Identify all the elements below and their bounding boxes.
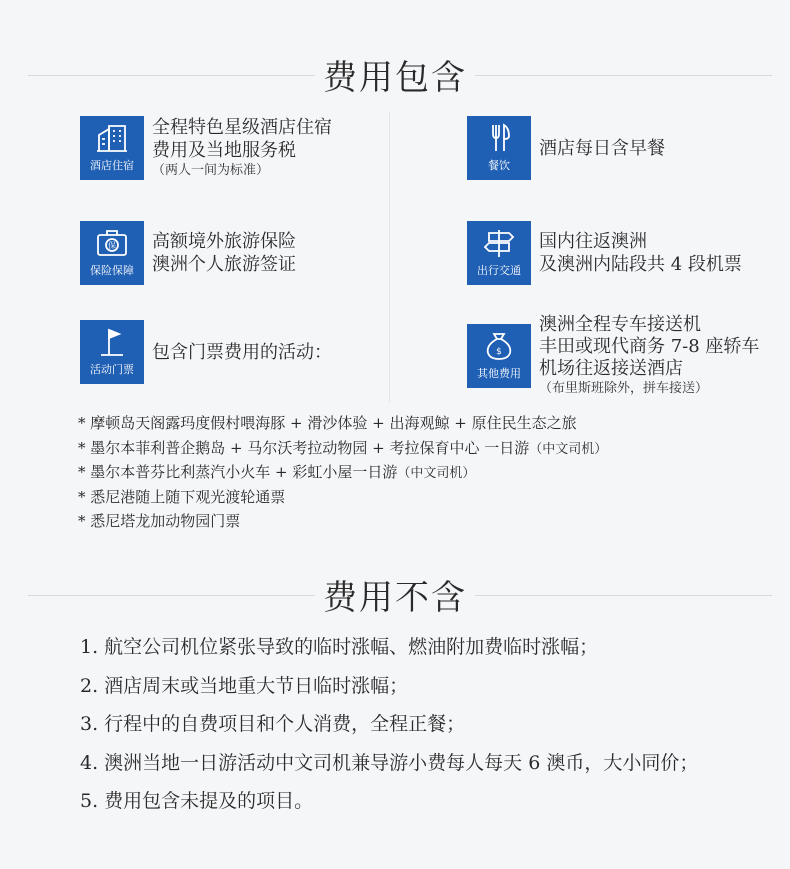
activity-item <box>78 510 607 535</box>
column-divider <box>389 112 390 402</box>
activity-item <box>78 437 607 462</box>
included-title: 费用包含 <box>315 58 475 98</box>
other-fees-line-3: 机场往返接送酒店 <box>539 358 683 379</box>
activity-text: * 悉尼塔龙加动物园门票 <box>78 512 241 530</box>
activity-item <box>78 461 607 486</box>
excluded-title: 费用不含 <box>315 578 475 618</box>
hotel-icon <box>80 116 144 180</box>
transport-line-2: 及澳洲内陆段共 4 段机票 <box>539 254 742 275</box>
hotel-text <box>152 116 332 180</box>
included-item-hotel <box>80 116 332 180</box>
transport-icon-label: 出行交通 <box>477 264 521 277</box>
excluded-section-title <box>0 570 790 619</box>
activity-text: * 墨尔本普芬比利蒸汽小火车 + 彩虹小屋一日游 <box>78 463 398 481</box>
tickets-icon <box>80 320 144 384</box>
dining-text <box>539 137 665 160</box>
exclusion-item: 4. 澳洲当地一日游活动中文司机兼导游小费每人每天 6 澳币，大小同价； <box>80 751 699 774</box>
included-section-title <box>0 50 790 99</box>
other-fees-line-2: 丰田或现代商务 7-8 座轿车 <box>539 336 760 357</box>
title-divider-left <box>28 75 326 76</box>
tickets-line-1: 包含门票费用的活动： <box>152 341 332 363</box>
included-item-tickets <box>80 320 332 384</box>
hotel-line-1: 全程特色星级酒店住宿 <box>152 117 332 138</box>
insurance-icon-label: 保险保障 <box>90 264 134 277</box>
transport-text <box>539 230 742 276</box>
insurance-line-2: 澳洲个人旅游签证 <box>152 254 296 275</box>
insurance-line-1: 高额境外旅游保险 <box>152 231 296 252</box>
svg-text:保: 保 <box>108 241 116 250</box>
activity-text: * 墨尔本菲利普企鹅岛 + 马尔沃考拉动物园 + 考拉保育中心 一日游 <box>78 438 530 457</box>
included-item-dining <box>467 116 665 180</box>
hotel-note: （两人一间为标准） <box>152 163 270 178</box>
other-fees-text <box>539 314 759 398</box>
activity-text: * 悉尼港随上随下观光渡轮通票 <box>78 487 286 506</box>
transport-icon <box>467 221 531 285</box>
insurance-text <box>152 230 296 276</box>
other-fees-icon <box>467 324 531 388</box>
exclusion-item: 2. 酒店周末或当地重大节日临时涨幅； <box>80 674 409 697</box>
hotel-icon-label: 酒店住宿 <box>90 159 134 172</box>
included-item-transport <box>467 221 742 285</box>
hotel-line-2: 费用及当地服务税 <box>152 140 296 161</box>
activity-sub: （中文司机） <box>397 466 476 481</box>
dining-icon-label: 餐饮 <box>488 159 510 172</box>
other-fees-line-1: 澳洲全程专车接送机 <box>539 314 701 335</box>
exclusion-item: 3. 行程中的自费项目和个人消费，全程正餐； <box>80 713 466 735</box>
dining-line-1: 酒店每日含早餐 <box>539 137 665 159</box>
exclusion-item: 5. 费用包含未提及的项目。 <box>80 790 314 812</box>
included-item-other-fees <box>467 314 759 398</box>
title-divider-right <box>474 75 772 76</box>
transport-line-1: 国内往返澳洲 <box>539 231 647 252</box>
other-fees-note: （布里斯班除外，拼车接送） <box>539 381 709 396</box>
svg-text:$: $ <box>496 347 502 357</box>
other-fees-icon-label: 其他费用 <box>477 367 521 380</box>
included-item-insurance <box>80 221 296 285</box>
activity-item <box>78 486 607 511</box>
exclusions-list <box>80 628 698 821</box>
tickets-icon-label: 活动门票 <box>90 363 134 376</box>
activity-text: * 摩顿岛天阁露玛度假村喂海豚 + 滑沙体验 + 出海观鲸 + 原住民生态之旅 <box>78 414 577 432</box>
tickets-text <box>152 341 332 364</box>
title-divider-right <box>474 595 772 596</box>
activity-sub: （中文司机） <box>529 441 608 457</box>
activity-item <box>78 412 607 437</box>
insurance-icon <box>80 221 144 285</box>
title-divider-left <box>28 595 326 596</box>
activities-list <box>78 412 607 535</box>
exclusion-item: 1. 航空公司机位紧张导致的临时涨幅、燃油附加费临时涨幅； <box>80 636 599 658</box>
dining-icon <box>467 116 531 180</box>
